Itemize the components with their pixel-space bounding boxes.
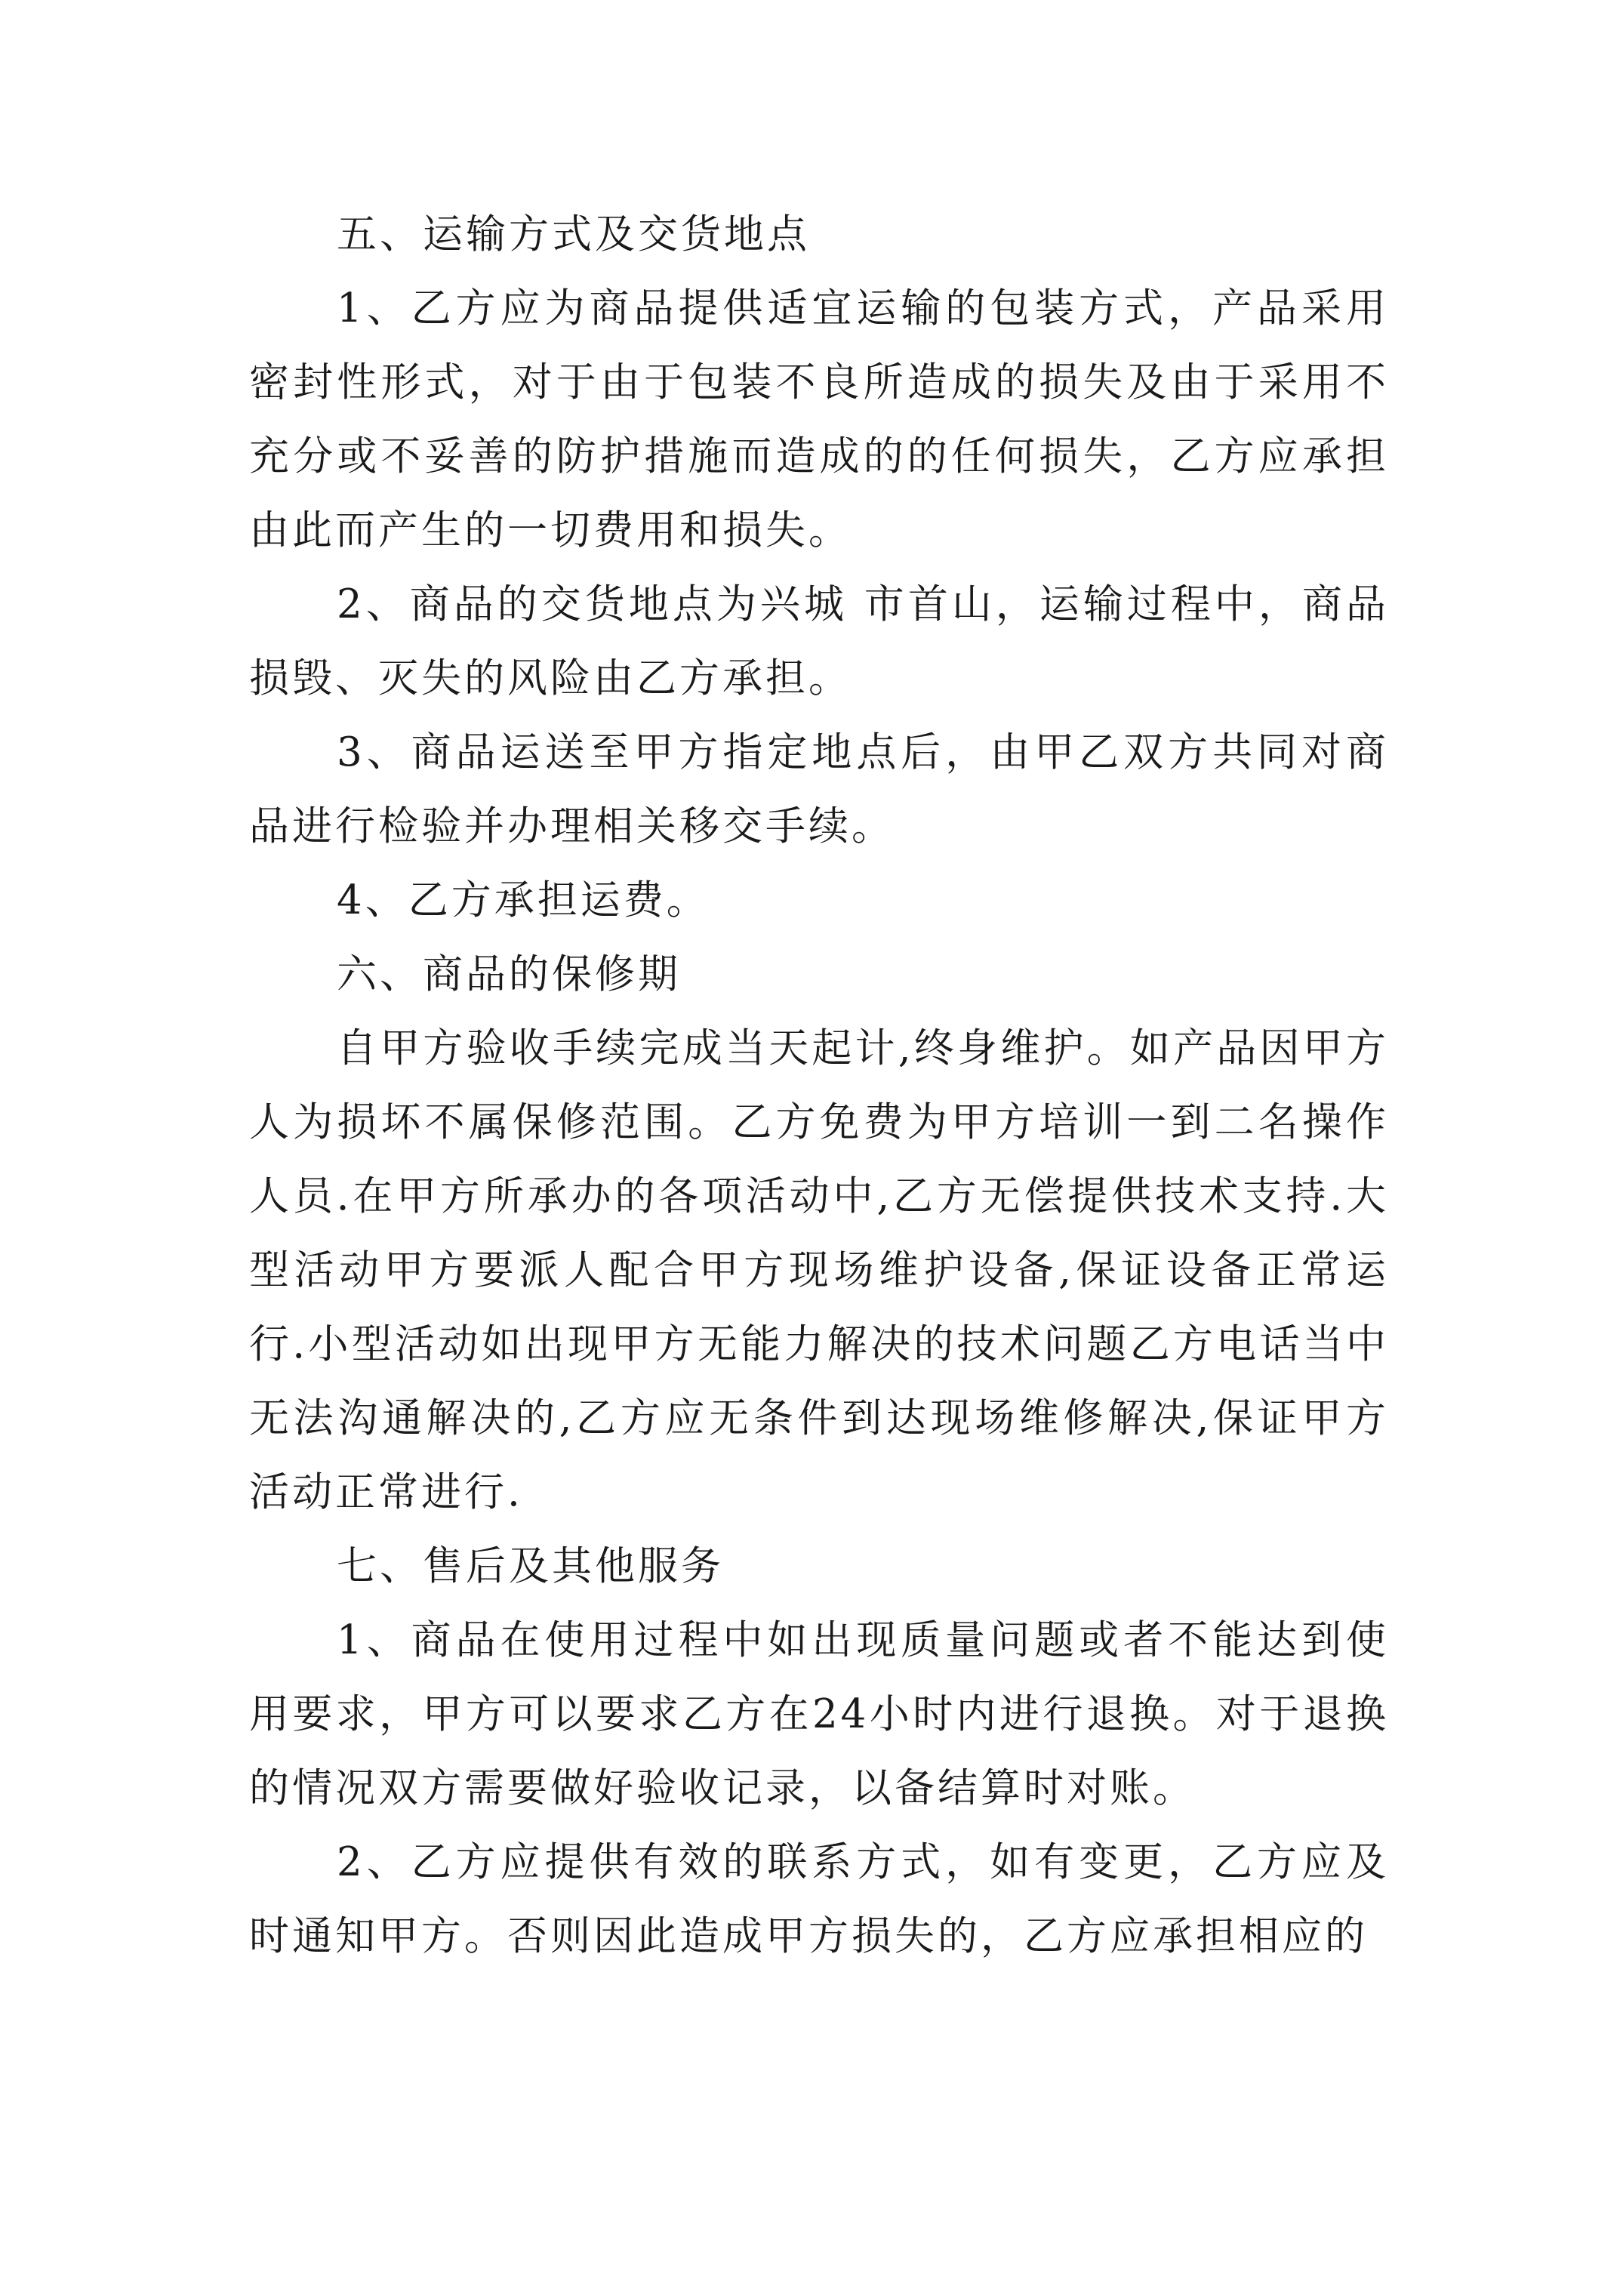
clause-delivery-location: 2、商品的交货地点为兴城 市首山，运输过程中，商品损毁、灭失的风险由乙方承担。	[249, 581, 1389, 701]
clause-contact-info: 2、乙方应提供有效的联系方式，如有变更，乙方应及时通知甲方。否则因此造成甲方损失的，乙方应承担相应的	[249, 1839, 1389, 1959]
clause-freight: 4、乙方承担运费。	[337, 877, 710, 923]
clause-returns: 1、商品在使用过程中如出现质量问题或者不能达到使用要求，甲方可以要求乙方在24小时内进行退换。对于退换的情况双方需要做好验收记录，以备结算时对账。	[249, 1617, 1389, 1811]
document-body	[249, 198, 1389, 1974]
clause-warranty-terms: 自甲方验收手续完成当天起计,终身维护。如产品因甲方人为损坏不属保修范围。乙方免费为甲方培训一到二名操作人员.在甲方所承办的各项活动中,乙方无偿提供技术支持.大型活动甲方要派人配合甲方现场维护设备,保证设备正常运行.小型活动如出现甲方无能力解决的技术问题乙方电话当中无法沟通解决的,乙方应无条件到达现场维修解决,保证甲方活动正常进行.	[249, 1025, 1389, 1515]
section-heading-warranty: 六、商品的保修期	[337, 951, 681, 997]
section-heading-after-sales: 七、售后及其他服务	[337, 1543, 724, 1589]
section-heading-transport: 五、运输方式及交货地点	[337, 211, 810, 257]
clause-inspection: 3、商品运送至甲方指定地点后，由甲乙双方共同对商品进行检验并办理相关移交手续。	[249, 729, 1389, 849]
clause-packaging: 1、乙方应为商品提供适宜运输的包装方式，产品采用密封性形式，对于由于包装不良所造成的损失及由于采用不充分或不妥善的防护措施而造成的的任何损失，乙方应承担由此而产生的一切费用和损失。	[249, 285, 1389, 553]
